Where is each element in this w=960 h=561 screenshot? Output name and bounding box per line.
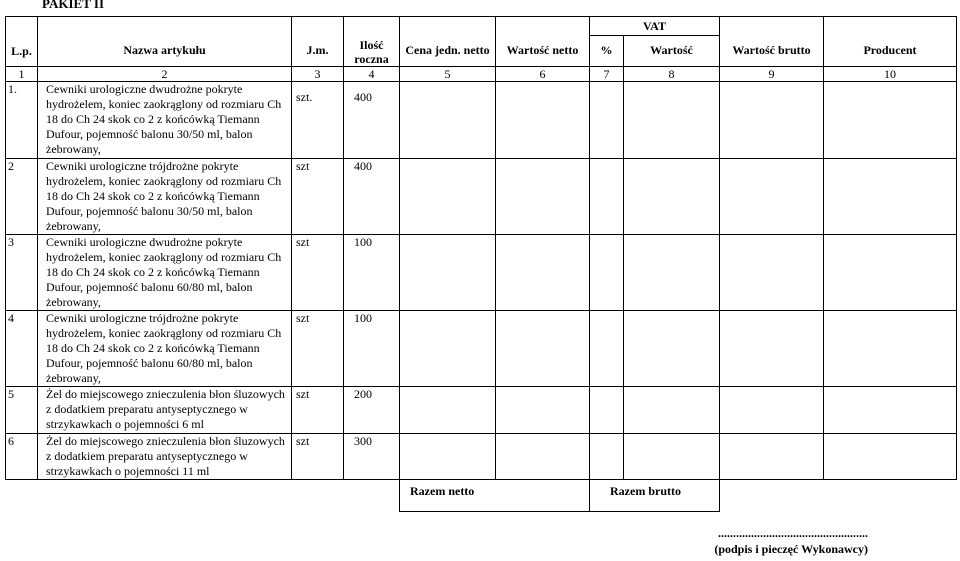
row-name: Cewniki urologiczne trójdrożne pokryte hydrożelem, koniec zaokrąglony od rozmiaru Ch 18 do Ch 24 skok co 2 z końcówką Tiemann Dufour, pojemność balonu 60/80 ml, balon żebrowany, [38, 310, 292, 386]
row-qty: 100 [344, 310, 400, 386]
row-qty: 200 [344, 386, 400, 433]
header-jm: J.m. [292, 36, 344, 67]
summary-gross-label: Razem brutto [590, 479, 720, 511]
column-number: 2 [38, 66, 292, 81]
row-qty: 100 [344, 234, 400, 310]
row-lp: 1. [6, 81, 38, 158]
table-row [6, 433, 957, 479]
row-lp: 2 [6, 158, 38, 234]
header-name: Nazwa artykułu [38, 36, 292, 67]
row-name: Cewniki urologiczne dwudrożne pokryte hydrożelem, koniec zaokrąglony od rozmiaru Ch 18 do Ch 24 skok co 2 z końcówką Tiemann Dufour, pojemność balonu 60/80 ml, balon żebrowany, [38, 234, 292, 310]
column-number: 7 [590, 66, 624, 81]
header-row [6, 36, 957, 67]
header-lp: L.p. [6, 36, 38, 67]
row-name: Żel do miejscowego znieczulenia błon śluzowych z dodatkiem preparatu antyseptycznego w strzykawkach o pojemności 6 ml [38, 386, 292, 433]
summary-row [6, 479, 957, 511]
header-gross-value: Wartość brutto [720, 36, 824, 67]
row-jm: szt [292, 433, 344, 479]
column-number: 10 [824, 66, 957, 81]
table-row [6, 158, 957, 234]
row-qty: 400 [344, 81, 400, 158]
signature-block [714, 525, 868, 557]
header-vat-pct: % [590, 36, 624, 67]
signature-label: (podpis i pieczęć Wykonawcy) [714, 542, 868, 556]
row-jm: szt [292, 158, 344, 234]
row-qty: 400 [344, 158, 400, 234]
column-number: 3 [292, 66, 344, 81]
row-name: Cewniki urologiczne dwudrożne pokryte hydrożelem, koniec zaokrąglony od rozmiaru Ch 18 do Ch 24 skok co 2 z końcówką Tiemann Dufour, pojemność balonu 30/50 ml, balon żebrowany, [38, 81, 292, 158]
table-row [6, 310, 957, 386]
column-number: 9 [720, 66, 824, 81]
column-number: 8 [624, 66, 720, 81]
row-lp: 6 [6, 433, 38, 479]
document-title: PAKIET II [42, 0, 105, 11]
row-lp: 4 [6, 310, 38, 386]
row-name: Cewniki urologiczne trójdrożne pokryte hydrożelem, koniec zaokrąglony od rozmiaru Ch 18 do Ch 24 skok co 2 z końcówką Tiemann Dufour, pojemność balonu 30/50 ml, balon żebrowany, [38, 158, 292, 234]
table-row [6, 234, 957, 310]
header-producer: Producent [824, 36, 957, 67]
column-number: 5 [400, 66, 496, 81]
row-jm: szt [292, 310, 344, 386]
header-net-value: Wartość netto [496, 36, 590, 67]
column-number-row [6, 66, 957, 81]
table-row [6, 81, 957, 158]
row-qty: 300 [344, 433, 400, 479]
header-unit-price: Cena jedn. netto [400, 36, 496, 67]
row-jm: szt [292, 234, 344, 310]
signature-line: .................................................. [718, 526, 868, 540]
table-row [6, 386, 957, 433]
summary-net-label: Razem netto [400, 479, 590, 511]
column-number: 1 [6, 66, 38, 81]
price-table [5, 16, 957, 512]
row-jm: szt [292, 386, 344, 433]
header-row-top [6, 17, 957, 36]
row-name: Żel do miejscowego znieczulenia błon śluzowych z dodatkiem preparatu antyseptycznego w strzykawkach o pojemności 11 ml [38, 433, 292, 479]
column-number: 6 [496, 66, 590, 81]
header-vat-value: Wartość [624, 36, 720, 67]
row-jm: szt. [292, 81, 344, 158]
row-lp: 5 [6, 386, 38, 433]
header-qty: Ilość roczna [344, 36, 400, 67]
column-number: 4 [344, 66, 400, 81]
vat-group-header: VAT [590, 17, 720, 36]
row-lp: 3 [6, 234, 38, 310]
